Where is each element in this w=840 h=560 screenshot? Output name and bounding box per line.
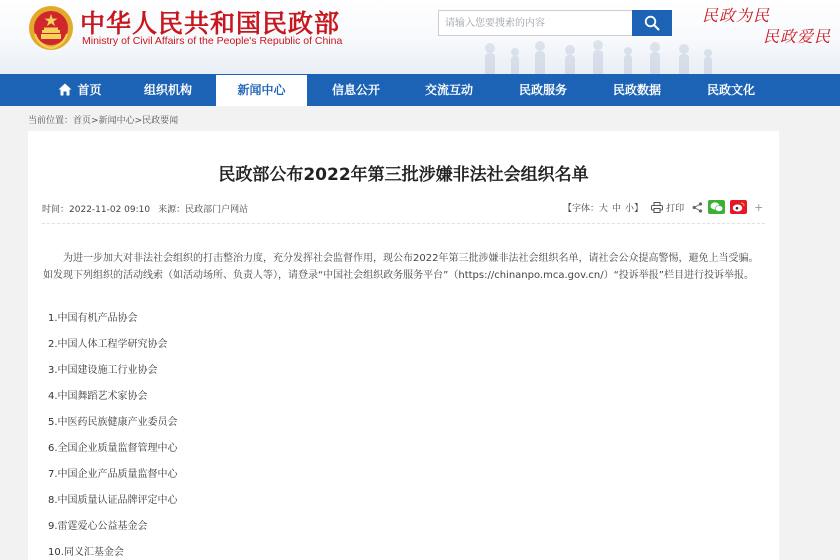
article-panel (28, 131, 779, 560)
list-item: 7.中国企业产品质量监督中心 (48, 469, 178, 480)
nav-item-news-center[interactable]: 新闻中心 (216, 75, 307, 106)
print-label: 打印 (666, 203, 685, 214)
search-button[interactable] (632, 10, 672, 36)
search-icon (644, 15, 660, 31)
search-input[interactable] (438, 10, 633, 36)
intro-paragraph: 为进一步加大对非法社会组织的打击整治力度，充分发挥社会监督作用，现公布2022年第三批涉嫌非法社会组织名单，请社会公众提高警惕，避免上当受骗。如发现下列组织的活动线索（如活动场所、负责人等），请登录“中国社会组织政务服务平台”（https://chinanpo.mca.gov.cn/）“投诉举报”栏目进行投诉举报。 (43, 253, 759, 281)
breadcrumb-item-news[interactable]: 民政要闻 (142, 116, 179, 126)
nav-item-interaction[interactable]: 交流互动 (424, 83, 473, 97)
print-icon (651, 202, 663, 213)
font-size-label: 【字体： (563, 203, 600, 214)
list-item: 8.中国质量认证品牌评定中心 (48, 495, 178, 506)
font-size-close: 】 (634, 203, 644, 214)
site-header (0, 0, 840, 74)
weibo-icon (730, 200, 747, 214)
nav-item-home[interactable] (40, 74, 120, 106)
people-silhouettes-icon (470, 36, 720, 74)
nav-item-info-disclosure[interactable]: 信息公开 (331, 83, 380, 97)
article-meta (42, 202, 248, 215)
list-item: 5.中医药民族健康产业委员会 (48, 417, 178, 428)
publish-time: 2022-11-02 09:10 (69, 205, 151, 215)
share-icon (692, 202, 703, 213)
breadcrumb (28, 113, 178, 126)
site-subtitle: Ministry of Civil Affairs of the People's Republic of China (82, 35, 343, 47)
home-icon (58, 83, 72, 96)
meta-divider (42, 223, 765, 224)
site-title[interactable]: 中华人民共和国民政部 (80, 9, 341, 38)
wechat-icon (708, 200, 725, 214)
font-size-large-button[interactable]: 大 (599, 203, 609, 214)
list-item: 3.中国建设施工行业协会 (48, 365, 158, 376)
organization-list (48, 312, 178, 560)
list-item: 9.雷霆爱心公益基金会 (48, 521, 148, 532)
list-item: 6.全国企业质量监督管理中心 (48, 443, 178, 454)
list-item: 4.中国舞蹈艺术家协会 (48, 391, 148, 402)
breadcrumb-item-home[interactable]: 首页 (73, 116, 92, 126)
main-nav (0, 74, 840, 106)
font-size-medium-button[interactable]: 中 (612, 203, 622, 214)
print-button[interactable] (651, 201, 684, 214)
font-size-small-button[interactable]: 小 (625, 203, 635, 214)
nav-item-label: 首页 (77, 83, 102, 97)
source-name: 民政部门户网站 (185, 205, 249, 215)
slogan-line-2: 民政爱民 (763, 27, 832, 46)
source-label: 来源： (158, 205, 186, 215)
breadcrumb-separator: > (134, 116, 143, 126)
nav-item-culture[interactable]: 民政文化 (706, 83, 755, 97)
article-content (43, 250, 763, 284)
list-item: 10.同义汇基金会 (48, 547, 124, 558)
breadcrumb-prefix: 当前位置： (28, 116, 74, 126)
wechat-share-button[interactable] (708, 200, 725, 214)
nav-item-organization[interactable]: 组织机构 (143, 83, 192, 97)
weibo-share-button[interactable] (730, 200, 747, 214)
breadcrumb-separator: > (91, 116, 99, 126)
article-title: 民政部公布2022年第三批涉嫌非法社会组织名单 (218, 165, 589, 185)
slogan-line-1: 民政为民 (702, 6, 771, 25)
plus-icon[interactable]: + (754, 200, 764, 214)
breadcrumb-item-news-center[interactable]: 新闻中心 (98, 116, 135, 126)
time-label: 时间： (42, 205, 70, 215)
list-item: 2.中国人体工程学研究协会 (48, 339, 168, 350)
article-tools (563, 198, 763, 216)
nav-item-data[interactable]: 民政数据 (612, 83, 661, 97)
list-item: 1.中国有机产品协会 (48, 313, 138, 324)
share-button[interactable] (692, 202, 703, 213)
nav-item-services[interactable]: 民政服务 (518, 83, 567, 97)
national-emblem-icon (27, 4, 75, 52)
